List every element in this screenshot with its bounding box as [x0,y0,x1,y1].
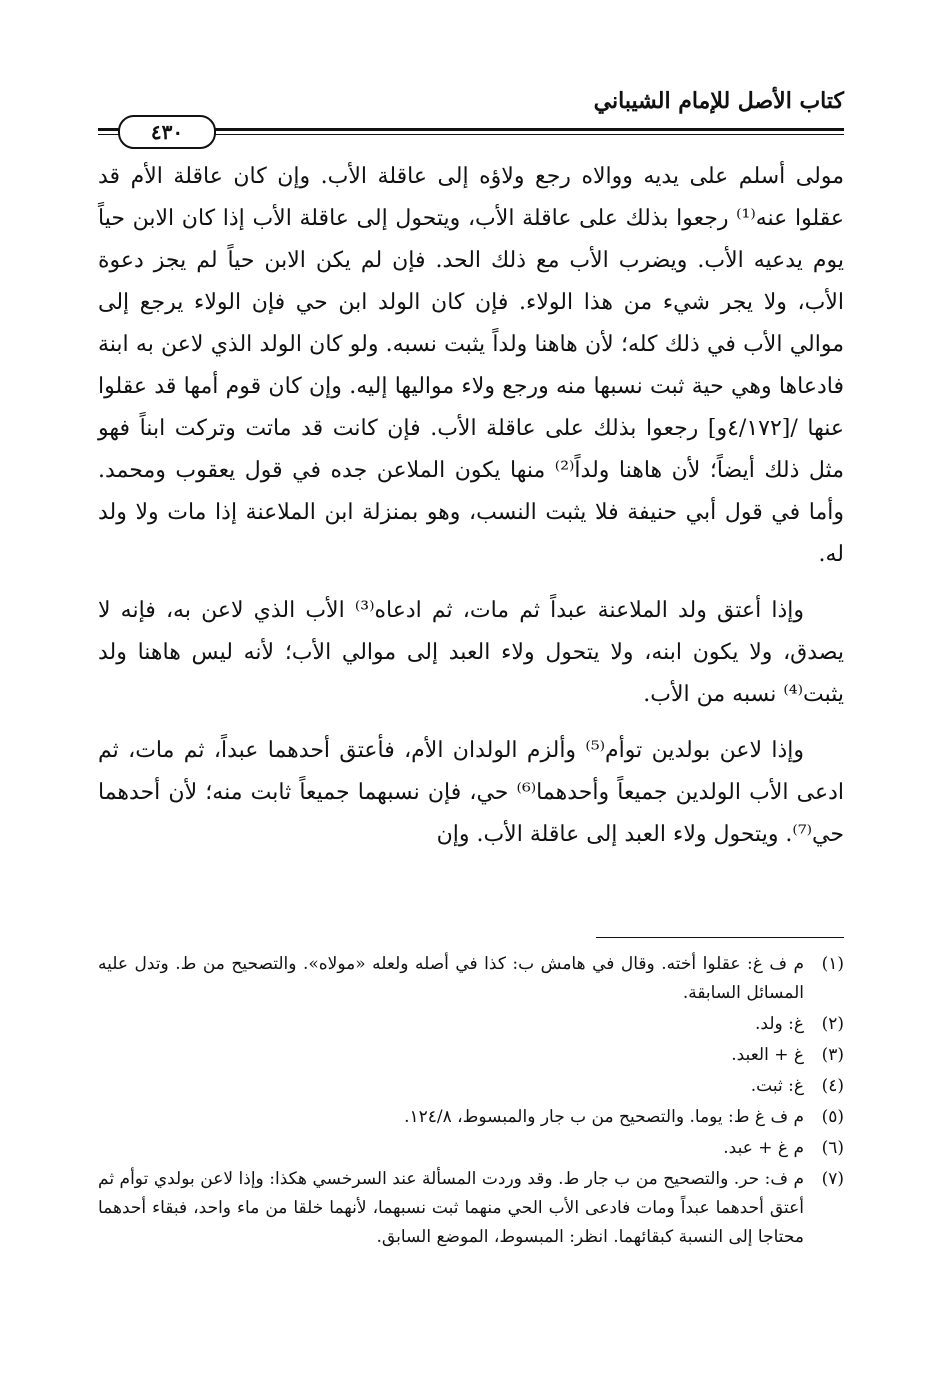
footnote-item [98,950,844,1008]
footnote-number: (٤) [821,1076,844,1096]
paragraph-1: مولى أسلم على يديه ووالاه رجع ولاؤه إلى عاقلة الأب. وإن كان عاقلة الأم قد عقلوا عنه⁽¹⁾ رجعوا بذلك على عاقلة الأب، ويتحول إلى عاقلة الأب إذا كان الابن حياً يوم يدعيه الأب. ويضرب الأب مع ذلك الحد. فإن لم يكن الابن حياً لم يجز دعوة الأب، ولا يجر شيء من هذا الولاء. فإن كان الولد ابن حي فإن الولاء يرجع إلى موالي الأب في ذلك كله؛ لأن هاهنا ولداً يثبت نسبه. ولو كان الولد الذي لاعن به ابنة فادعاها وهي حية ثبت نسبها منه ورجع ولاء مواليها إليه. وإن كان قوم أمها قد عقلوا عنها /[٤/١٧٢و] رجعوا بذلك على عاقلة الأب. فإن كانت قد ماتت وتركت ابناً فهو مثل ذلك أيضاً؛ لأن هاهنا ولداً⁽²⁾ منها يكون الملاعن جده في قول يعقوب ومحمد. وأما في قول أبي حنيفة فلا يثبت النسب، وهو بمنزلة ابن الملاعنة إذا مات ولا ولد له. [98,164,844,567]
footnote-separator [596,937,844,938]
footnote-text: غ + العبد. [731,1045,804,1065]
footnote-item [98,1041,844,1070]
footnote-number: (١) [821,954,844,974]
footnote-text: م ف: حر. والتصحيح من ب جار ط. وقد وردت المسألة عند السرخسي هكذا: وإذا لاعن بولدي توأم ثم أعتق أحدهما عبداً ومات فادعى الأب الحي منهما ثبت نسبهما، لأنهما خلقا من ماء واحد، فبقاء أحدهما محتاجا إلى النسبة كبقائهما. انظر: المبسوط، الموضع السابق. [98,1169,804,1247]
footnote-text: م ف غ: عقلوا أخته. وقال في هامش ب: كذا في أصله ولعله «مولاه». والتصحيح من ط. وتدل عليه المسائل السابقة. [98,954,804,1003]
book-title: كتاب الأصل للإمام الشيباني [593,88,844,114]
footnote-number: (٢) [821,1014,844,1034]
page-header [98,84,844,146]
paragraph-2: وإذا أعتق ولد الملاعنة عبداً ثم مات، ثم ادعاه⁽³⁾ الأب الذي لاعن به، فإنه لا يصدق، ولا يكون ابنه، ولا يتحول ولاء العبد إلى موالي الأب؛ لأنه ليس هاهنا ولد يثبت⁽⁴⁾ نسبه من الأب. [98,598,844,707]
footnote-item [98,1010,844,1039]
footnote-number: (٥) [821,1107,844,1127]
page-number: ٤٣٠ [118,115,216,149]
footnote-number: (٧) [821,1169,844,1189]
footnote-text: م غ + عبد. [723,1138,804,1158]
footnote-item [98,1165,844,1252]
main-text [98,156,844,870]
footnote-number: (٣) [821,1045,844,1065]
footnote-text: م ف غ ط: يوما. والتصحيح من ب جار والمبسوط، ١٢٤/٨. [404,1107,804,1127]
footnote-number: (٦) [821,1138,844,1158]
footnote-item [98,1134,844,1163]
footnote-text: غ: ولد. [755,1014,804,1034]
footnote-text: غ: ثبت. [750,1076,804,1096]
paragraph-3: وإذا لاعن بولدين توأم⁽⁵⁾ وألزم الولدان الأم، فأعتق أحدهما عبداً، ثم مات، ثم ادعى الأب الولدين جميعاً وأحدهما⁽⁶⁾ حي، فإن نسبهما جميعاً ثابت منه؛ لأن أحدهما حي⁽⁷⁾. ويتحول ولاء العبد إلى عاقلة الأب. وإن [98,738,844,847]
footnotes [98,950,844,1254]
footnote-item [98,1072,844,1101]
footnote-item [98,1103,844,1132]
